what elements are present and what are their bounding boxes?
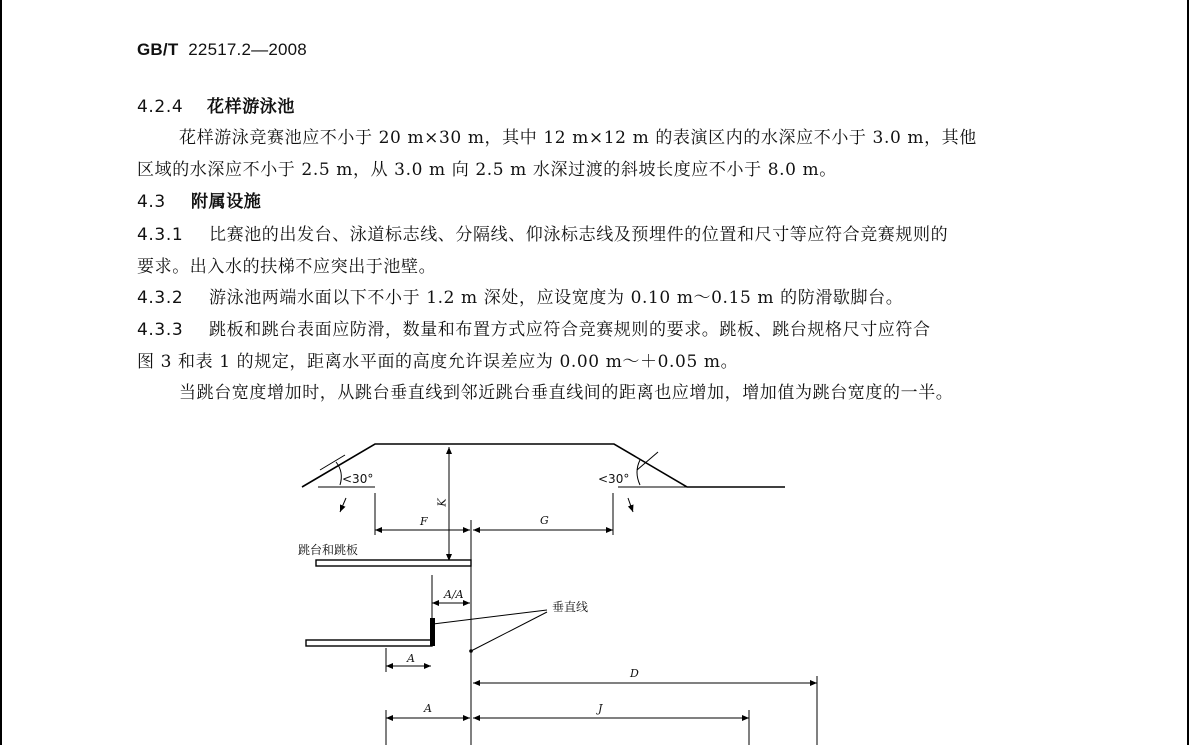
dimension-label-G: G [540, 514, 549, 527]
clause-number: 4.3.1 [137, 225, 184, 245]
plumb-line-label: 垂直线 [552, 600, 589, 614]
clause-text: 跳板和跳台表面应防滑，数量和布置方式应符合竞赛规则的要求。跳板、跳台规格尺寸应符合 [209, 320, 931, 340]
dimension-label-F: F [420, 515, 428, 528]
leader-line-upper [433, 610, 547, 624]
clause-text: 比赛池的出发台、泳道标志线、分隔线、仰泳标志线及预埋件的位置和尺寸等应符合竞赛规则的 [209, 225, 949, 245]
section-number: 4.3 [137, 192, 166, 212]
dimension-label-D: D [630, 667, 639, 680]
dimension-label-A-lower: A [424, 702, 432, 715]
paragraph-line: 图 3 和表 1 的规定，距离水平面的高度允许误差应为 0.00 m～＋0.05 m。 [137, 352, 739, 372]
paragraph-line: 要求。出入水的扶梯不应突出于池壁。 [137, 257, 437, 277]
angle-arrow-right [628, 498, 633, 512]
angle-arrow-left [340, 498, 346, 512]
angle-pointer-left [320, 455, 345, 470]
paragraph-line: 当跳台宽度增加时，从跳台垂直线到邻近跳台垂直线间的距离也应增加，增加值为跳台宽度的一半。 [179, 383, 954, 403]
angle-label-left: <30° [342, 472, 374, 486]
section-number: 4.2.4 [137, 97, 184, 117]
clearance-outline [302, 444, 785, 487]
standard-code: GB/T [137, 40, 179, 59]
dimension-label-K: K [435, 498, 449, 507]
dimension-label-A-small: A [407, 652, 415, 665]
paragraph-line: 区域的水深应不小于 2.5 m，从 3.0 m 向 2.5 m 水深过渡的斜坡长度应不小于 8.0 m。 [137, 160, 837, 180]
paragraph-line: 花样游泳竞赛池应不小于 20 m×30 m，其中 12 m×12 m 的表演区内的水深应不小于 3.0 m，其他 [179, 128, 977, 148]
clause-text: 游泳池两端水面以下不小于 1.2 m 深处，应设宽度为 0.10 m～0.15 m 的防滑歇脚台。 [209, 288, 904, 308]
board-support [430, 618, 435, 646]
clause-number: 4.3.2 [137, 288, 184, 308]
dimension-label-AA: A/A [444, 588, 464, 601]
angle-arc-left [336, 462, 341, 485]
section-title: 附属设施 [191, 192, 262, 212]
section-title: 花样游泳池 [207, 97, 295, 117]
clause-number: 4.3.3 [137, 320, 184, 340]
lower-springboard [306, 640, 432, 646]
angle-arc-right [637, 460, 640, 485]
dimension-label-J: J [598, 702, 603, 715]
angle-label-right: <30° [598, 472, 630, 486]
standard-number: 22517.2—2008 [188, 40, 307, 59]
plumb-point [469, 649, 473, 653]
platform-label: 跳台和跳板 [298, 543, 359, 557]
upper-platform-board [316, 560, 471, 566]
